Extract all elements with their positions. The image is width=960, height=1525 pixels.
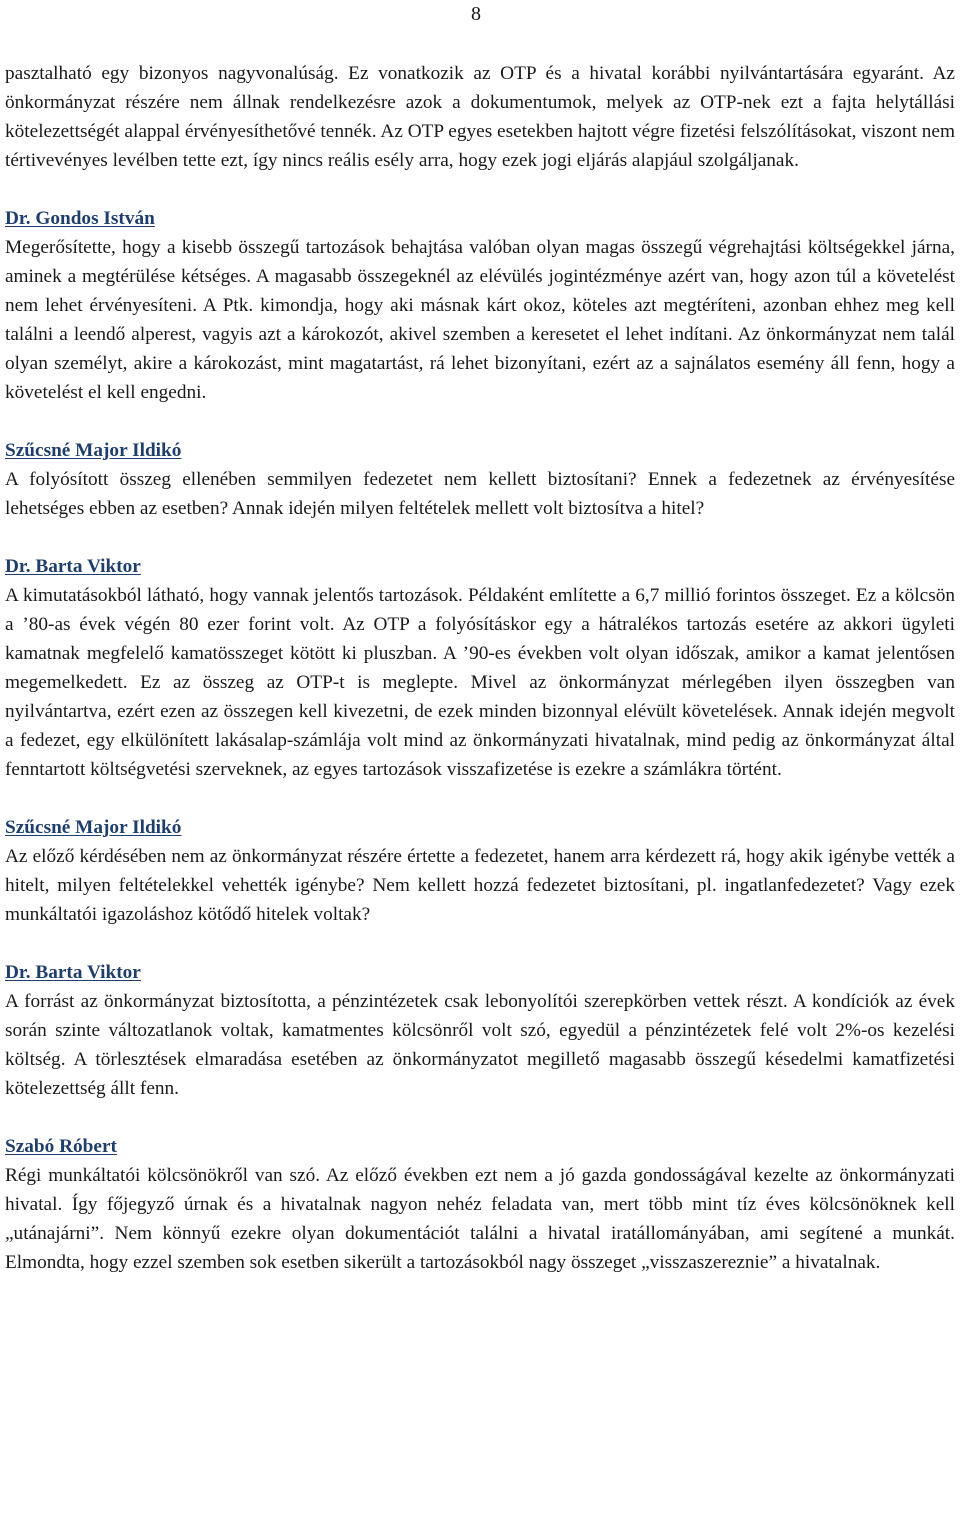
section-szucsne-major-ildiko [5, 436, 955, 523]
speaker-name: Dr. Barta Viktor [5, 962, 141, 983]
speaker-name: Szabó Róbert [5, 1136, 117, 1157]
section-szucsne-major-ildiko-2 [5, 813, 955, 929]
speaker-name: Szűcsné Major Ildikó [5, 817, 182, 838]
section-dr-barta-viktor [5, 552, 955, 784]
speaker-text: A kimutatásokból látható, hogy vannak jelentős tartozások. Példaként említette a 6,7 millió forintos összeget. Ez a kölcsön a ’80-as évek végén 80 ezer forint volt. Az OTP a folyósításkor egy a hátralékos tartozás esetére az akkori ügyleti kamatnak megfelelő kamatösszeget kötött ki pluszban. A ’90-es években volt olyan időszak, amikor a kamat jelentősen megemelkedett. Ez az összeg az OTP-t is meglepte. Mivel az önkormányzat mérlegében ilyen összegben van nyilvántartva, ezért ezen az összegen kell kivezetni, de ezek minden bizonnyal elévült követelések. Annak idején megvolt a fedezet, egy elkülönített lakásalap-számlája volt mind az önkormányzati hivatalnak, mind pedig az önkormányzat által fenntartott költségvetési szerveknek, az egyes tartozások visszafizetése is ezekre a számlákra történt. [5, 585, 955, 780]
speaker-text: Megerősítette, hogy a kisebb összegű tartozások behajtása valóban olyan magas összegű végrehajtási költségekkel járna, aminek a megtérülése kétséges. A magasabb összegeknél az elévülés jogintézménye azért van, hogy azon túl a követelést nem lehet érvényesíteni. A Ptk. kimondja, hogy aki másnak kárt okoz, köteles azt megtéríteni, azonban ehhez meg kell találni a leendő alperest, vagyis azt a károkozót, akivel szemben a keresetet el lehet indítani. Az önkormányzat nem talál olyan személyt, akire a károkozást, mint magatartást, rá lehet bizonyítani, ezért az a sajnálatos esemény áll fenn, hogy a követelést el kell engedni. [5, 237, 955, 403]
speaker-text: Az előző kérdésében nem az önkormányzat részére értette a fedezetet, hanem arra kérdezett rá, hogy akik igénybe vették a hitelt, milyen feltételekkel vehették igénybe? Nem kellett hozzá fedezetet biztosítani, pl. ingatlanfedezetet? Vagy ezek munkáltatói igazoláshoz kötődő hitelek voltak? [5, 846, 955, 925]
speaker-text: A folyósított összeg ellenében semmilyen fedezetet nem kellett biztosítani? Ennek a fedezetnek az érvényesítése lehetséges ebben az esetben? Annak idején milyen feltételek mellett volt biztosítva a hitel? [5, 469, 955, 519]
speaker-name: Dr. Gondos István [5, 208, 155, 229]
speaker-text: A forrást az önkormányzat biztosította, a pénzintézetek csak lebonyolítói szerepkörben vettek részt. A kondíciók az évek során szinte változatlanok voltak, kamatmentes kölcsönről volt szó, egyedül a pénzintézetek felé volt 2%-os kezelési költség. A törlesztések elmaradása esetében az önkormányzatot megillető magasabb összegű késedelmi kamatfizetési kötelezettség állt fenn. [5, 991, 955, 1099]
document-body [5, 59, 955, 1277]
opening-paragraph: pasztalható egy bizonyos nagyvonalúság. Ez vonatkozik az OTP és a hivatal korábbi nyilvántartására egyaránt. Az önkormányzat részére nem állnak rendelkezésre azok a dokumentumok, melyek az OTP-nek ezt a fajta helytállási kötelezettségét alappal érvényesíthetővé tennék. Az OTP egyes esetekben hajtott végre fizetési felszólításokat, viszont nem tértivevényes levélben tette ezt, így nincs reális esély arra, hogy ezek jogi eljárás alapjául szolgáljanak. [5, 63, 955, 171]
speaker-name: Szűcsné Major Ildikó [5, 440, 182, 461]
section-dr-barta-viktor-2 [5, 958, 955, 1103]
speaker-text: Régi munkáltatói kölcsönökről van szó. Az előző években ezt nem a jó gazda gondosságával kezelte az önkormányzati hivatal. Így főjegyző úrnak és a hivatalnak nagyon nehéz feladata van, mert több mint tíz éves kölcsönöknek kell „utánajárni”. Nem könnyű ezekre olyan dokumentációt találni a hivatal iratállományában, ami segítené a munkát. Elmondta, hogy ezzel szemben sok esetben sikerült a tartozásokból nagy összeget „visszaszereznie” a hivatalnak. [5, 1165, 955, 1273]
speaker-name: Dr. Barta Viktor [5, 556, 141, 577]
section-szabo-robert [5, 1132, 955, 1277]
page-number: 8 [471, 3, 481, 25]
section-dr-gondos-istvan [5, 204, 955, 407]
